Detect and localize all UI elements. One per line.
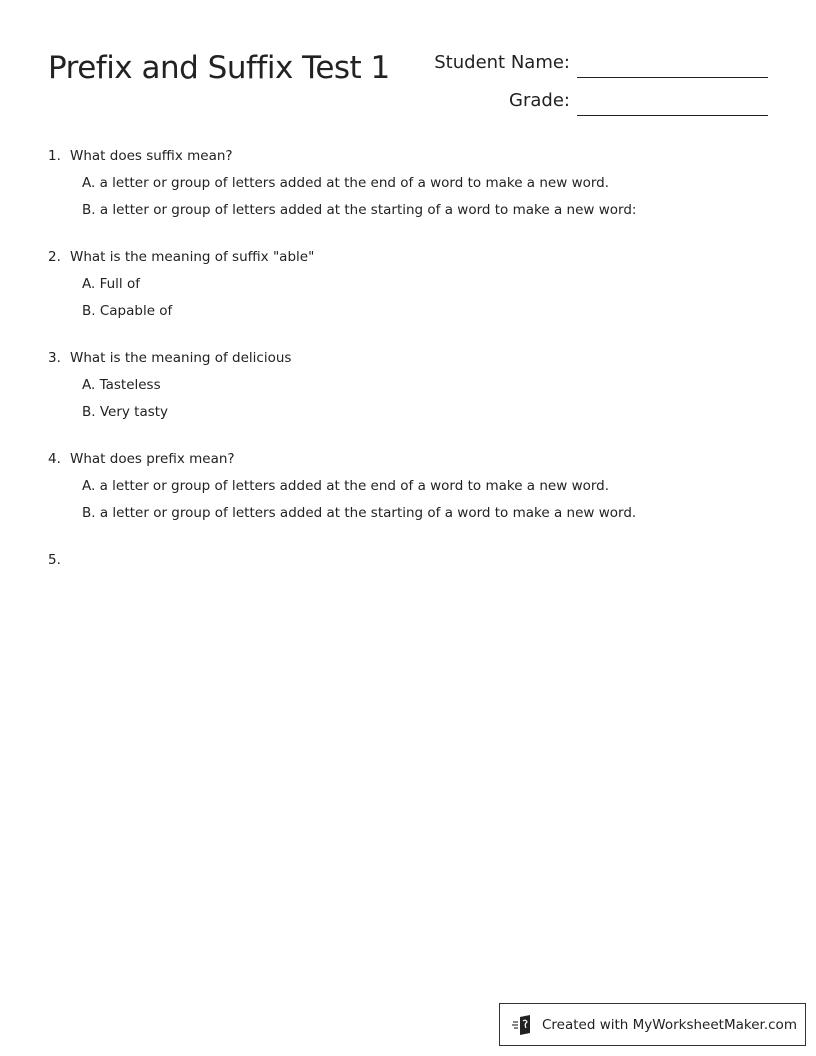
question-number: 1. bbox=[48, 148, 61, 164]
question-number: 3. bbox=[48, 350, 61, 366]
question-number: 5. bbox=[48, 552, 61, 568]
answer-option: A. a letter or group of letters added at the end of a word to make a new word. bbox=[82, 478, 610, 494]
answer-option: B. Very tasty bbox=[82, 404, 169, 420]
answer-option: A. Tasteless bbox=[82, 377, 161, 393]
footer-text: Created with MyWorksheetMaker.com bbox=[542, 1016, 797, 1033]
question-number: 4. bbox=[48, 451, 61, 467]
footer-badge bbox=[499, 1003, 806, 1046]
question-text: What is the meaning of delicious bbox=[70, 350, 292, 366]
question-text: What is the meaning of suffix "able" bbox=[70, 249, 315, 265]
student-name-label: Student Name: bbox=[434, 52, 570, 73]
student-name-line bbox=[577, 77, 768, 78]
worksheet-logo-icon bbox=[512, 1015, 534, 1035]
question-text: What does prefix mean? bbox=[70, 451, 235, 467]
page-title: Prefix and Suffix Test 1 bbox=[48, 50, 390, 86]
answer-option: B. a letter or group of letters added at the starting of a word to make a new word: bbox=[82, 202, 637, 218]
grade-label: Grade: bbox=[509, 90, 570, 111]
question-number: 2. bbox=[48, 249, 61, 265]
grade-line bbox=[577, 115, 768, 116]
answer-option: B. Capable of bbox=[82, 303, 173, 319]
answer-option: A. a letter or group of letters added at the end of a word to make a new word. bbox=[82, 175, 610, 191]
question-text: What does suffix mean? bbox=[70, 148, 233, 164]
answer-option: A. Full of bbox=[82, 276, 140, 292]
answer-option: B. a letter or group of letters added at the starting of a word to make a new word. bbox=[82, 505, 637, 521]
